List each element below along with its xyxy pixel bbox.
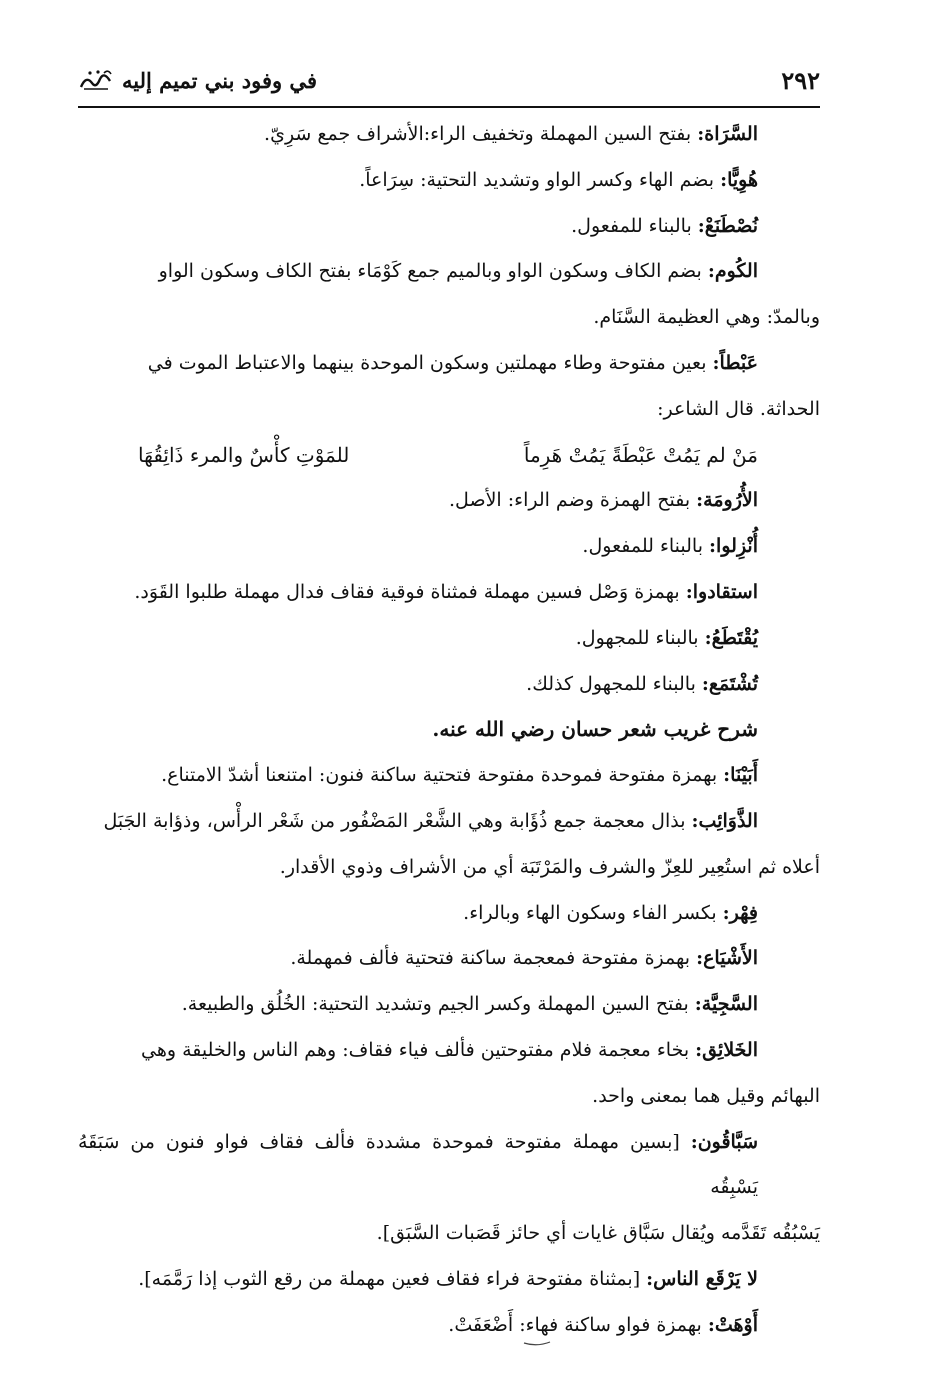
entry-term: نُصْطَنَعْ: (697, 214, 758, 237)
page-body (78, 112, 820, 1349)
glossary-entry (78, 478, 820, 524)
entry-term: الذَّوَائِب: (691, 809, 758, 832)
running-title (78, 67, 317, 93)
entry-text: بالبناء للمفعول. (571, 214, 698, 237)
salawat-ligature-icon (78, 67, 114, 93)
entry-text: وبالمدّ: وهي العظيمة السَّنَام. (593, 306, 820, 329)
entry-text: بضم الهاء وكسر الواو وتشديد التحتية: سِرَاعاً. (359, 168, 721, 191)
glossary-entry (78, 753, 820, 799)
verse-hemistich-first: مَنْ لم يَمُتْ عَبْطَةً يَمُتْ هَرِماً (523, 442, 758, 467)
entry-term: الأُرُومَة: (696, 489, 758, 512)
verse-hemistich-second: للمَوْتِ كأْسٌ والمرء ذَائِقُهَا (138, 442, 350, 467)
entry-term: عَبْطاً: (712, 351, 758, 374)
entry-text: البهائم وقيل هما بمعنى واحد. (592, 1084, 820, 1107)
entry-text: بهمزة مفتوحة فمعجمة ساكنة فتحتية فألف فمهملة. (290, 947, 697, 970)
footer-mark (522, 1338, 552, 1348)
glossary-entry (78, 982, 820, 1028)
glossary-entry (78, 1028, 820, 1074)
entry-term: هُوِيًّا: (720, 168, 758, 191)
entry-term: الأَشْيَاع: (696, 947, 758, 970)
glossary-entry (78, 570, 820, 616)
glossary-entry (78, 662, 820, 708)
entry-term: الخَلائِق: (695, 1038, 758, 1061)
glossary-entry (78, 341, 820, 387)
entry-term: أَوْهَتْ: (707, 1313, 758, 1336)
glossary-entry (78, 799, 820, 845)
section-heading: شرح غريب شعر حسان رضي الله عنه. (432, 717, 758, 742)
poetry-verse (78, 433, 820, 479)
entry-term: فِهْر: (722, 901, 758, 924)
glossary-entry (78, 616, 820, 662)
entry-term: الكُوم: (707, 260, 758, 283)
entry-text: الحداثة. قال الشاعر: (657, 397, 820, 420)
entry-text: بفتح السين المهملة وتخفيف الراء:الأشراف جمع سَرِيّ. (264, 123, 698, 145)
glossary-entry (78, 204, 820, 250)
entry-term: السَّجِيَّة: (694, 993, 758, 1016)
entry-text: بفتح السين المهملة وكسر الجيم وتشديد التحتية: الخُلُق والطبيعة. (181, 993, 695, 1016)
entry-term: لا يَرْقَع الناس: (646, 1267, 758, 1290)
entry-text: بهمزة فواو ساكنة فهاء: أَضْعَفَتْ. (448, 1313, 708, 1336)
entry-text: بكسر الفاء وسكون الهاء وبالراء. (463, 901, 723, 924)
entry-text: بفتح الهمزة وضم الراء: الأصل. (449, 489, 697, 512)
entry-text: بهمزة وَصْل فسين مهملة فمثناة فوقية فقاف فدال مهملة طلبوا القَوَد. (134, 580, 686, 603)
page-number: ٢٩٢ (781, 65, 820, 95)
entry-text: بالبناء للمجهول. (575, 626, 705, 649)
entry-text: بضم الكاف وسكون الواو وبالميم جمع كَوْمَاء بفتح الكاف وسكون الواو (158, 260, 708, 283)
glossary-entry-continuation (78, 845, 820, 891)
entry-term: أَبَيْنَا: (723, 764, 758, 787)
entry-text: بخاء معجمة فلام مفتوحتين فألف فياء فقاف: وهم الناس والخليقة وهي (141, 1038, 696, 1061)
entry-text: [بمثناة مفتوحة فراء فقاف فعين مهملة من رقع الثوب إذا رَمَّمَه]. (138, 1267, 647, 1290)
glossary-entry (78, 1303, 820, 1349)
glossary-entry (78, 891, 820, 937)
entry-term: أُنْزِلوا: (709, 535, 758, 558)
glossary-entry (78, 158, 820, 204)
glossary-entry-continuation (78, 1074, 820, 1120)
entry-text: [بسين مهملة مفتوحة فموحدة مشددة فألف فقاف فواو فنون من سَبَقَهُ يَسْبِقُه (78, 1130, 758, 1199)
entry-term: يُقْتَطَعُ: (704, 626, 758, 649)
entry-term: تُشْتَمَع: (701, 672, 758, 695)
entry-text: بالبناء للمجهول كذلك. (526, 672, 702, 695)
glossary-entry (78, 112, 820, 158)
glossary-entry (78, 524, 820, 570)
running-title-text: في وفود بني تميم إليه (122, 67, 317, 93)
glossary-entry (78, 1120, 820, 1212)
entry-text: يَسْبُقُه تَقَدَّمه ويُقال سَبَّاق غايات أي حائز قَصَبات السَّبَق]. (376, 1222, 820, 1245)
entry-text: بهمزة مفتوحة فموحدة مفتوحة فتحتية ساكنة فنون: امتنعنا أشدّ الامتناع. (161, 764, 724, 787)
entry-term: سَبَّاقُون: (690, 1130, 758, 1153)
glossary-entry-continuation (78, 1211, 820, 1257)
glossary-entry-continuation (78, 295, 820, 341)
entry-term: استقادوا: (685, 580, 758, 603)
glossary-entry (78, 1257, 820, 1303)
glossary-entry (78, 249, 820, 295)
entry-text: بذال معجمة جمع ذُؤَابة وهي الشَّعْر المَضْفُور من شَعْر الرأْس، وذؤابة الجَبَل (103, 809, 692, 832)
header-divider (78, 106, 820, 108)
entry-text: أعلاه ثم استُعِير للعِزّ والشرف والمَرْتَبَة أي من الأشراف وذوي الأقدار. (279, 855, 820, 878)
page-header (78, 60, 820, 100)
glossary-entry (78, 936, 820, 982)
entry-term: السَّرَاة: (697, 123, 758, 145)
entry-text: بعين مفتوحة وطاء مهملتين وسكون الموحدة بينهما والاعتباط الموت في (147, 351, 713, 374)
entry-text: بالبناء للمفعول. (582, 535, 710, 558)
glossary-entry-continuation (78, 387, 820, 433)
